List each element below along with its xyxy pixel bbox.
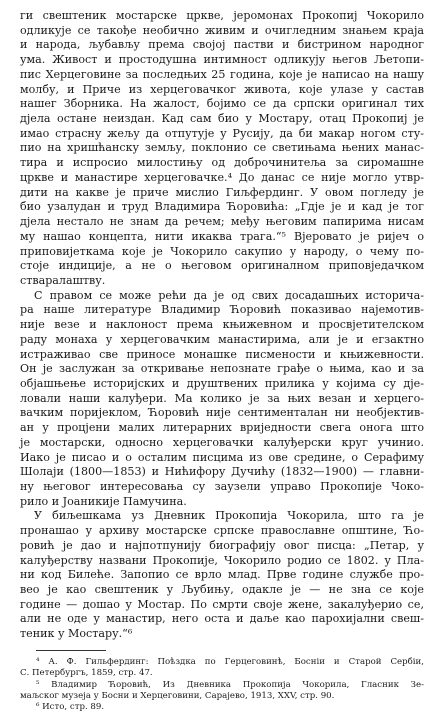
text-line: био узалудан и труд Владимира Ћоровића: „Гдје је и кад је тог xyxy=(20,200,424,214)
text-line: С правом се може рећи да је од свих досадашњих историча- xyxy=(34,288,424,302)
text-line: одликује се такође необично живим и очигледним знањем краја xyxy=(20,23,424,37)
footnote-line: ⁴ А. Ф. Гильфердинг: Поѣздка по Герцеговинѣ, Босніи и Старой Сербіи, xyxy=(36,656,424,667)
text-line: пио на хришћанску земљу, поклонио се светињама њених манас- xyxy=(20,141,424,155)
text-line: молбу, и Приче из херцеговачког живота, које улазе у састав xyxy=(20,82,424,96)
text-line: али не оде у манастир, него оста и даље као парохијални свеш- xyxy=(20,612,424,626)
text-line: приповијеткама које је Чокорило сакупио у народу, о чему по- xyxy=(20,244,424,258)
body-text xyxy=(20,9,424,642)
text-line: дјела остане неиздан. Кад сам био у Мостару, отац Прокопиј је xyxy=(20,112,424,126)
text-line: Он је заслужан за откривање непознате грађе о њима, као и за xyxy=(20,362,424,376)
text-line: пис Херцеговине за последњих 25 година, које је написао на нашу xyxy=(20,67,424,81)
text-line: ра наше литературе Владимир Ћоровић показивао најемотив- xyxy=(20,303,424,317)
text-line: вачким поријеклом, Ћоровић није сентименталан ни необјектив- xyxy=(20,406,424,420)
text-line: рило и Јоаникије Памучина. xyxy=(20,494,187,508)
text-line: му нашао концепта, нити икаква трага.“⁵ Вјеровато је ријеч о xyxy=(20,229,424,243)
text-line: вео је као свештеник у Љубињу, одакле је — не зна се које xyxy=(20,583,424,597)
text-line: стваралаштву. xyxy=(20,273,106,287)
footnotes xyxy=(20,657,424,714)
text-line: године — дошао у Мостар. По смрти своје жене, закалуђерио се, xyxy=(20,597,424,611)
text-line: ни код Билеће. Запопио се врло млад. Прве године службе про- xyxy=(20,568,424,582)
text-line: раду монаха у херцеговачким манастирима, али је и егзактно xyxy=(20,332,424,346)
text-line: Шолаји (1800—1853) и Нићифору Дучићу (1832—1900) — главни- xyxy=(20,465,424,479)
text-line: нашег Зборника. На жалост, бојимо се да српски оригинал тих xyxy=(20,97,424,111)
text-line: теник у Мостару.“⁶ xyxy=(20,627,133,641)
text-line: истраживао све приносе монашке писмености и књижевности. xyxy=(20,347,424,361)
text-line: ума. Живост и простодушна интимност одликују његов Љетопи- xyxy=(20,53,424,67)
text-line: и народа, љубављу према својој пастви и бистрином народног xyxy=(20,38,424,52)
text-line: калуђерству названи Прокопије, Чокорило родио се 1802. у Пла- xyxy=(20,553,424,567)
text-line: ан у процјени малих литерарних вриједности свега онога што xyxy=(20,421,424,435)
footnote-line: ⁶ Исто, стр. 89. xyxy=(36,702,105,713)
footnote-line: ⁵ Владимир Ћоровић, Из Дневника Прокопија Чокорила, Гласник Зе- xyxy=(36,679,424,690)
text-line: објашњење историјских и друштвених прилика у којима су дје- xyxy=(20,376,424,390)
text-line: тира и испросио милостињу од доброчинитеља за сиромашне xyxy=(20,156,424,170)
text-line: ловали наши калуђери. Ма колико је за њих везан и херцего- xyxy=(20,391,424,405)
text-line: дити на какве је приче мислио Гиљфердинг. У овом погледу је xyxy=(20,185,424,199)
text-line: пронашао у архиву мостарске српске православне општине, Ћо- xyxy=(20,524,424,538)
footnote-divider xyxy=(36,650,106,651)
text-line: имао страсну жељу да отпутује у Русију, да би макар ногом сту- xyxy=(20,126,424,140)
text-line: ровић је дао и најпотпунију биографију овог писца: „Петар, у xyxy=(20,538,424,552)
text-line: Иако је писао и о осталим писцима из ове средине, о Серафиму xyxy=(20,450,424,464)
text-line: У биљешкама уз Дневник Прокопија Чокорила, што га је xyxy=(34,509,424,523)
footnote-line: С. Петербургъ, 1859, стр. 47. xyxy=(20,668,153,679)
text-line: дјела нестало не знам да речем; међу његовим папирима нисам xyxy=(20,215,424,229)
text-line: ну његовог интересовања су заузели управо Прокопије Чоко- xyxy=(20,480,424,493)
book-page xyxy=(20,9,424,714)
text-line: цркве и манастире херцеговачке.⁴ До данас се није могло утвр- xyxy=(20,170,424,184)
footnote-line: маљског музеја у Босни и Херцеговини, Сарајево, 1913, XXV, стр. 90. xyxy=(20,691,335,702)
text-line: стоје индиције, а не о његовом оригиналном приповједачком xyxy=(20,259,424,273)
text-line: ги свештеник мостарске цркве, јеромонах Прокопиј Чокорило xyxy=(20,9,424,22)
text-line: је мостарски, односно херцеговачки калуђерски круг учинио. xyxy=(20,435,424,449)
text-line: није везе и наклоност према књижевном и просвјетителском xyxy=(20,318,424,332)
